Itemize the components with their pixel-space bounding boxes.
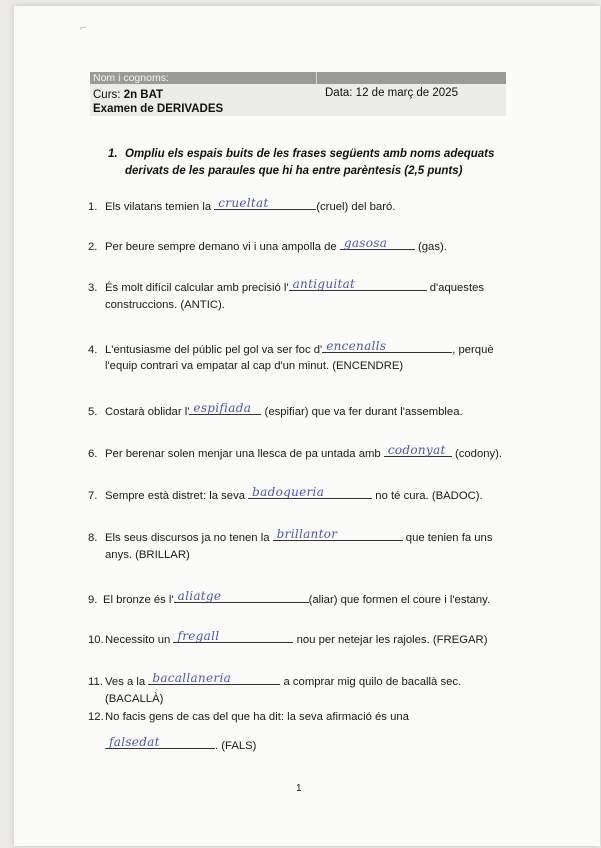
question-text-after: (aliar) que formen el coure i l'estany. [308,594,491,606]
course-line [93,89,163,101]
answer-blank[interactable] [289,277,427,291]
handwritten-answer: falsedat [109,735,160,749]
handwritten-answer: espifiada [193,401,252,415]
question-text: Els vilatans temien la [105,201,215,213]
question-text: El bronze és l' [103,594,174,606]
question-text-after: (gas). [414,241,447,253]
answer-blank[interactable] [148,671,280,685]
question-number: 5. [88,406,98,418]
handwritten-answer: brillantor [276,527,338,541]
question-item [88,236,447,253]
answer-blank[interactable] [173,629,293,643]
question-number: 6. [88,448,98,460]
answer-blank[interactable] [189,401,261,415]
question-item [88,196,395,213]
question-text: Necessito un [105,634,174,646]
question-number: 4. [88,344,98,356]
course-label: Curs: [93,89,121,101]
question-text: Ves a la [105,676,149,688]
question-item [88,339,494,356]
handwritten-answer: aliatge [177,589,222,603]
name-label: Nom i cognoms: [93,72,169,84]
course-value: 2n BAT [123,89,164,101]
header-divider [316,72,317,84]
handwritten-answer: codonyat [387,443,446,457]
answer-blank[interactable] [174,589,309,603]
question-number: 10. [88,634,104,646]
question-item [88,527,493,544]
exam-header [90,72,506,116]
question-continuation [105,735,256,752]
question-item [88,443,502,460]
question-text: Sempre està distret: la seva [105,490,249,502]
question-text-after: no té cura. (BADOC). [372,490,483,502]
question-number: 7. [88,490,98,502]
question-text-after: (cruel) del baró. [316,201,396,213]
question-continuation: (BACALLÀ) [105,693,164,705]
exam-date: Data: 12 de març de 2025 [325,87,458,99]
question-text-after: nou per netejar les rajoles. (FREGAR) [293,634,488,646]
answer-blank[interactable] [273,527,403,541]
question-continuation: anys. (BRILLAR) [105,549,190,561]
answer-blank[interactable] [248,485,372,499]
handwritten-answer: fregall [177,629,220,643]
question-text: No facis gens de cas del que ha dit: la seva afirmació és una [105,711,409,723]
question-item [88,277,484,294]
question-text: Per beure sempre demano vi i una ampolla de [105,241,340,253]
instruction-text: Ompliu els espais buits de les frases següents amb noms adequats derivats de les paraules que hi ha entre parèntesis (2,5 punts) [125,148,495,177]
instruction-number: 1. [108,148,118,160]
question-text: Costarà oblidar l' [105,406,190,418]
question-text-after: (codony). [451,448,503,460]
question-number: 2. [88,241,98,253]
handwritten-answer: encenalls [326,339,387,353]
answer-blank[interactable] [322,339,452,353]
question-item [88,589,490,606]
question-text-after: , perquè [452,344,494,356]
answer-blank[interactable] [384,443,452,457]
question-item [88,401,463,418]
exam-title: Examen de DERIVADES [93,103,224,115]
handwritten-answer: crueltat [218,196,269,210]
question-text-after: (espifiar) que va fer durant l'assemblea. [261,406,463,418]
answer-blank[interactable] [340,236,415,250]
question-item [88,671,461,688]
question-text-after: a comprar mig quilo de bacallà sec. [280,676,462,688]
question-number: 8. [88,532,98,544]
question-number: 1. [88,201,98,213]
answer-blank[interactable] [105,735,215,749]
question-number: 3. [88,282,98,294]
question-text-after: que tenien fa uns [402,532,493,544]
question-text: L'entusiasme del públic pel gol va ser foc d' [105,344,323,356]
question-number: 11. [88,676,103,688]
question-continuation: construccions. (ANTIC). [105,299,225,311]
handwritten-answer: gasosa [343,236,388,250]
question-text-after: d'aquestes [426,282,485,294]
instruction [108,146,518,180]
question-number: 9. [88,594,98,606]
handwritten-answer: bacallaneria [152,671,232,685]
question-text-after: . (FALS) [215,740,257,752]
handwritten-answer: badoqueria [252,485,325,499]
page-number: 1 [296,783,302,794]
question-number: 12. [88,711,104,723]
scan-mark: ⌐ [80,22,87,34]
question-item [88,711,409,723]
question-continuation: l'equip contrari va empatar al cap d'un minut. (ENCENDRE) [105,360,404,372]
question-text: Per berenar solen menjar una llesca de pa untada amb [105,448,384,460]
question-item [88,485,483,502]
answer-blank[interactable] [214,196,316,210]
question-item [88,629,487,646]
question-text: És molt difícil calcular amb precisió l' [105,282,289,294]
handwritten-answer: antiguitat [292,277,356,291]
question-text: Els seus discursos ja no tenen la [105,532,273,544]
